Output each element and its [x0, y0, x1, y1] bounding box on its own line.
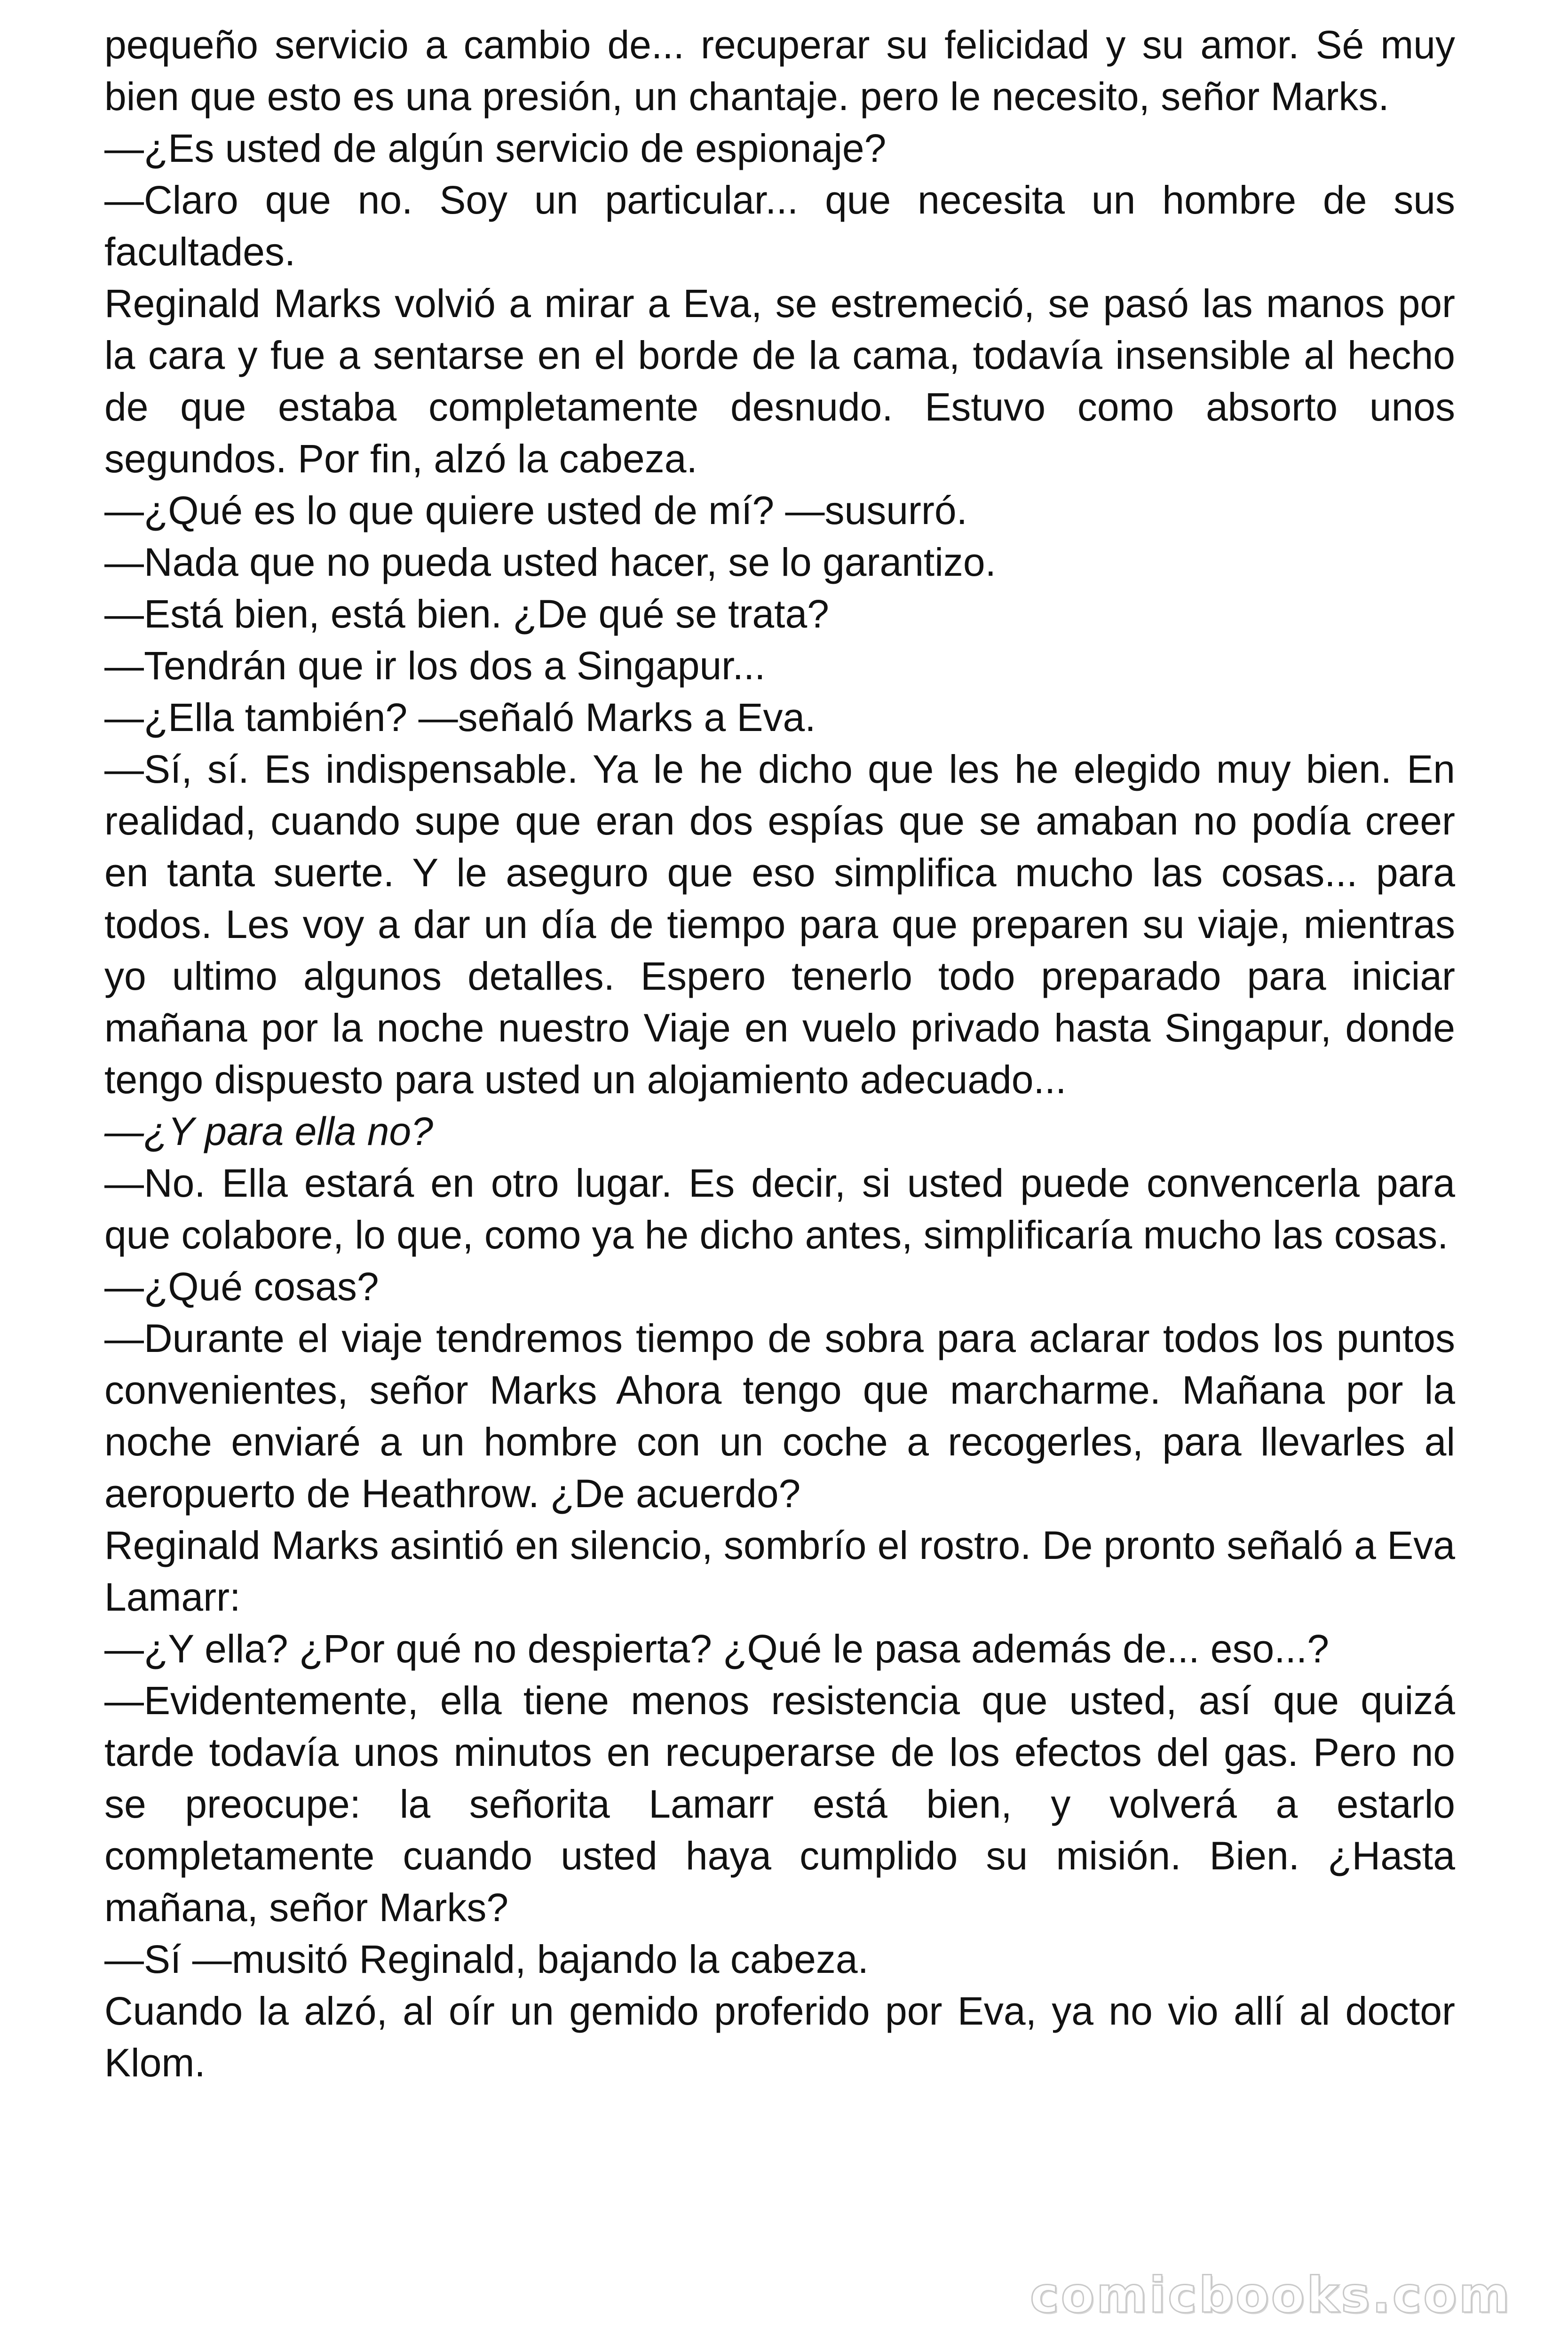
paragraph: —Tendrán que ir los dos a Singapur... [104, 644, 766, 688]
paragraph: —Durante el viaje tendremos tiempo de sobra para aclarar todos los puntos convenientes, señor Marks Ahora tengo que marcharme. Mañana por la noche enviaré a un hombre con un coche a recogerles, para llevarles al aeropuerto de Heathrow. ¿De acuerdo? [104, 1316, 1455, 1516]
paragraph: —Claro que no. Soy un particular... que necesita un hombre de sus facultades. [104, 178, 1455, 274]
paragraph-italic: —¿Y para ella no? [104, 1109, 433, 1153]
paragraph: —¿Y ella? ¿Por qué no despierta? ¿Qué le pasa además de... eso...? [104, 1627, 1329, 1671]
paragraph: —No. Ella estará en otro lugar. Es decir, si usted puede convencerla para que colabore, lo que, como ya he dicho antes, simplificaría mucho las cosas. [104, 1161, 1455, 1257]
paragraph: —¿Es usted de algún servicio de espionaje? [104, 126, 887, 170]
paragraph: —¿Qué es lo que quiere usted de mí? —susurró. [104, 488, 967, 532]
paragraph: Reginald Marks asintió en silencio, sombrío el rostro. De pronto señaló a Eva Lamarr: [104, 1523, 1455, 1619]
paragraph: —Está bien, está bien. ¿De qué se trata? [104, 592, 829, 636]
paragraph: —Evidentemente, ella tiene menos resistencia que usted, así que quizá tarde todavía unos minutos en recuperarse de los efectos del gas. Pero no se preocupe: la señorita Lamarr está bien, y volverá a estarlo completamente cuando usted haya cumplido su misión. Bien. ¿Hasta mañana, señor Marks? [104, 1678, 1455, 1930]
paragraph: Reginald Marks volvió a mirar a Eva, se estremeció, se pasó las manos por la cara y fue a sentarse en el borde de la cama, todavía insensible al hecho de que estaba completamente desnudo. Estuvo como absorto unos segundos. Por fin, alzó la cabeza. [104, 281, 1455, 481]
document-page [104, 19, 1455, 2089]
paragraph: —Sí, sí. Es indispensable. Ya le he dicho que les he elegido muy bien. En realidad, cuando supe que eran dos espías que se amaban no podía creer en tanta suerte. Y le aseguro que eso simplifica mucho las cosas... para todos. Les voy a dar un día de tiempo para que preparen su viaje, mientras yo ultimo algunos detalles. Espero tenerlo todo preparado para iniciar mañana por la noche nuestro Viaje en vuelo privado hasta Singapur, donde tengo dispuesto para usted un alojamiento adecuado... [104, 747, 1455, 1102]
watermark: comicbooks.com [1029, 2266, 1512, 2324]
paragraph: —Sí —musitó Reginald, bajando la cabeza. [104, 1937, 869, 1981]
paragraph: —Nada que no pueda usted hacer, se lo garantizo. [104, 540, 996, 584]
paragraph: —¿Ella también? —señaló Marks a Eva. [104, 695, 816, 739]
paragraph: Cuando la alzó, al oír un gemido proferido por Eva, ya no vio allí al doctor Klom. [104, 1989, 1455, 2085]
paragraph: —¿Qué cosas? [104, 1264, 379, 1309]
paragraph: pequeño servicio a cambio de... recuperar su felicidad y su amor. Sé muy bien que esto es una presión, un chantaje. pero le necesito, señor Marks. [104, 23, 1455, 119]
